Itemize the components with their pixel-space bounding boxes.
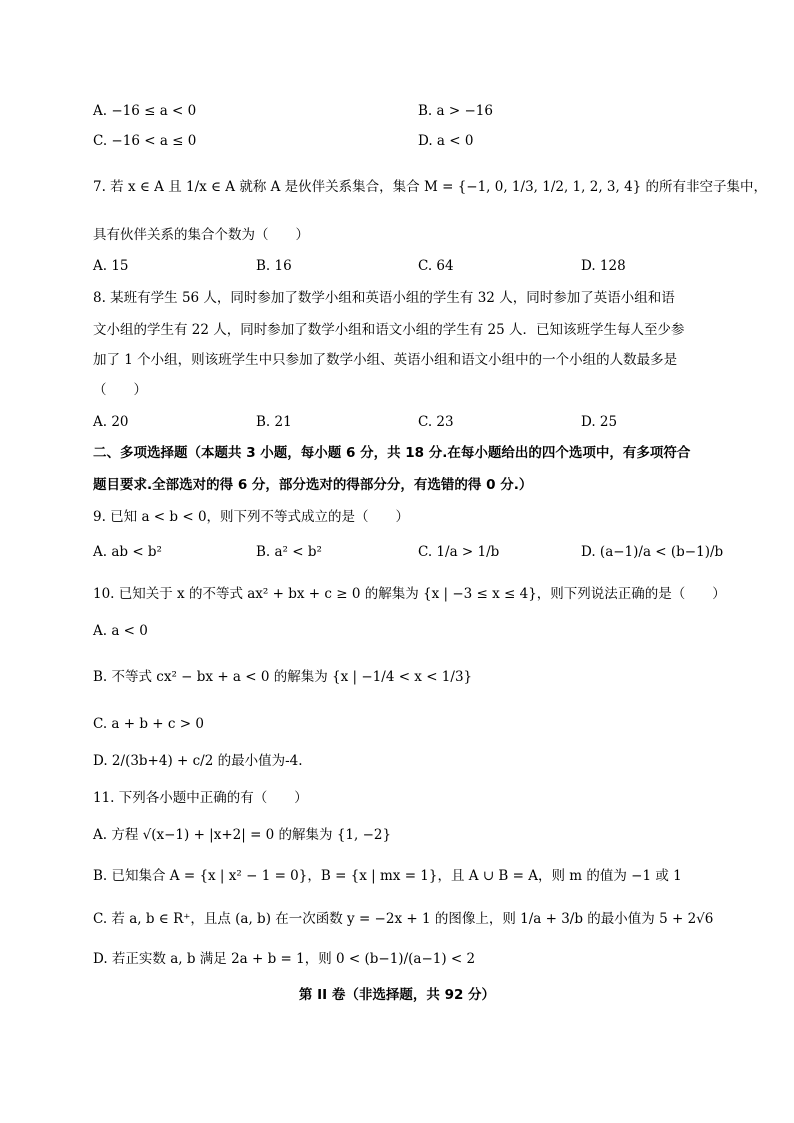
section2-heading-line2: 题目要求.全部选对的得 6 分，部分选对的得部分分，有选错的得 0 分.） [93, 477, 533, 493]
q9-option-b: B. a² < b² [256, 544, 322, 560]
q9-option-d: D. (a−1)/a < (b−1)/b [581, 544, 724, 560]
q9-option-a: A. ab < b² [93, 544, 162, 560]
q11-stem: 11. 下列各小题中正确的有（ ） [93, 790, 308, 806]
q6-option-a: A. −16 ≤ a < 0 [93, 103, 197, 119]
q9-option-c: C. 1/a > 1/b [418, 544, 500, 560]
q10-option-b: B. 不等式 cx² − bx + a < 0 的解集为 {x | −1/4 < x < 1/3} [93, 669, 473, 685]
q8-stem-line3: 加了 1 个小组，则该班学生中只参加了数学小组、英语小组和语文小组中的一个小组的人数最多是 [93, 352, 678, 368]
q8-option-c: C. 23 [418, 414, 454, 430]
part2-title: 第 II 卷（非选择题，共 92 分） [298, 987, 496, 1003]
q7-option-c: C. 64 [418, 258, 454, 274]
q7-option-d: D. 128 [581, 258, 626, 274]
q10-option-a: A. a < 0 [93, 623, 148, 639]
q10-option-c: C. a + b + c > 0 [93, 716, 204, 732]
q11-option-c: C. 若 a, b ∈ R⁺，且点 (a, b) 在一次函数 y = −2x + 1 的图像上，则 1/a + 3/b 的最小值为 5 + 2√6 [93, 911, 714, 927]
q11-option-a: A. 方程 √(x−1) + |x+2| = 0 的解集为 {1, −2} [93, 827, 392, 843]
q8-option-b: B. 21 [256, 414, 292, 430]
section2-heading-line1: 二、多项选择题（本题共 3 小题，每小题 6 分，共 18 分.在每小题给出的四个选项中，有多项符合 [93, 445, 691, 461]
q11-option-b: B. 已知集合 A = {x | x² − 1 = 0}，B = {x | mx = 1}，且 A ∪ B = A，则 m 的值为 −1 或 1 [93, 868, 682, 884]
q6-option-d: D. a < 0 [418, 133, 474, 149]
q8-stem-line1: 8. 某班有学生 56 人，同时参加了数学小组和英语小组的学生有 32 人，同时参加了英语小组和语 [93, 290, 675, 306]
q7-option-a: A. 15 [93, 258, 129, 274]
q7-stem-line1: 7. 若 x ∈ A 且 1/x ∈ A 就称 A 是伙伴关系集合，集合 M = {−1, 0, 1/3, 1/2, 1, 2, 3, 4} 的所有非空子集中， [93, 179, 768, 195]
q7-stem-line2: 具有伙伴关系的集合个数为（ ） [93, 227, 309, 243]
q9-stem: 9. 已知 a < b < 0，则下列不等式成立的是（ ） [93, 509, 410, 525]
q6-option-b: B. a > −16 [418, 103, 493, 119]
q10-option-d: D. 2/(3b+4) + c/2 的最小值为-4. [93, 753, 303, 769]
q11-option-d: D. 若正实数 a, b 满足 2a + b = 1，则 0 < (b−1)/(a−1) < 2 [93, 951, 476, 967]
q8-option-a: A. 20 [93, 414, 129, 430]
q8-stem-line4: （ ） [93, 382, 147, 398]
q8-option-d: D. 25 [581, 414, 618, 430]
q6-option-c: C. −16 < a ≤ 0 [93, 133, 197, 149]
q10-stem: 10. 已知关于 x 的不等式 ax² + bx + c ≥ 0 的解集为 {x | −3 ≤ x ≤ 4}，则下列说法正确的是（ ） [93, 586, 726, 602]
q7-option-b: B. 16 [256, 258, 292, 274]
q8-stem-line2: 文小组的学生有 22 人，同时参加了数学小组和语文小组的学生有 25 人．已知该班学生每人至少参 [93, 322, 685, 338]
